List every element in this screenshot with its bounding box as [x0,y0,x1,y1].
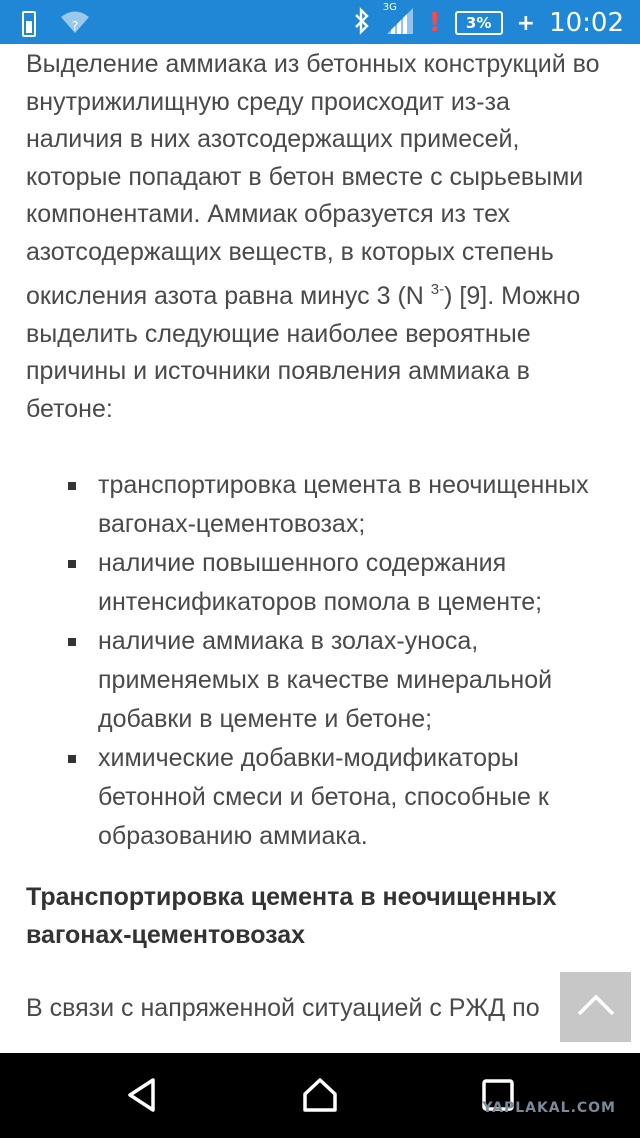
bluetooth-icon [353,7,371,39]
status-bar [0,0,640,44]
paragraph-text: Выделение аммиака из бетонных конструкций во внутрижилищную среду происходит из-за наличия в них азотсодержащих примесей, которые попадают в бетон вместе с сырьевыми компонентами. Аммиак образуется из тех азотсодержащих веществ, в которых степень окисления азота равна минус 3 (N [26,50,600,310]
alert-icon: ! [428,8,441,38]
article-content [26,46,612,1028]
battery-percent: 3% [465,14,492,32]
list-item: наличие аммиака в золах-уноса, применяемых в качестве минеральной добавки в цементе и бетоне; [26,622,612,739]
list-item: наличие повышенного содержания интенсификаторов помола в цементе; [26,544,612,622]
battery-indicator [455,11,503,35]
battery-icon [22,11,36,37]
superscript: 3- [430,281,445,298]
wifi-question-icon [60,9,90,39]
clock: 10:02 [549,8,624,38]
list-item: химические добавки-модификаторы бетонной смеси и бетона, способные к образованию аммиака. [26,739,612,856]
signal-icon [382,2,415,40]
back-triangle-icon [125,1077,159,1117]
scroll-to-top-button[interactable] [560,972,631,1042]
navigation-bar [0,1053,640,1138]
watermark: YAPLAKAL.COM [482,1100,616,1116]
home-icon [301,1076,339,1118]
bullet-list [26,466,612,856]
chevron-up-icon [576,992,616,1022]
home-button[interactable] [296,1073,344,1121]
section-heading: Транспортировка цемента в неочищенных вагонах-цементовозах [26,883,557,949]
svg-text:?: ? [71,19,79,33]
network-type: 3G [382,2,397,13]
list-item: транспортировка цемента в неочищенных вагонах-цементовозах; [26,466,612,544]
article-paragraph [26,46,612,428]
paragraph-text-continued: ) [9]. Можно выделить следующие наиболее вероятные причины и источники появления аммиака в бетоне: [26,282,581,423]
back-button[interactable] [118,1073,166,1121]
charging-plus-icon: + [516,10,536,36]
article-paragraph-2: В связи с напряженной ситуацией с РЖД по [26,994,540,1022]
